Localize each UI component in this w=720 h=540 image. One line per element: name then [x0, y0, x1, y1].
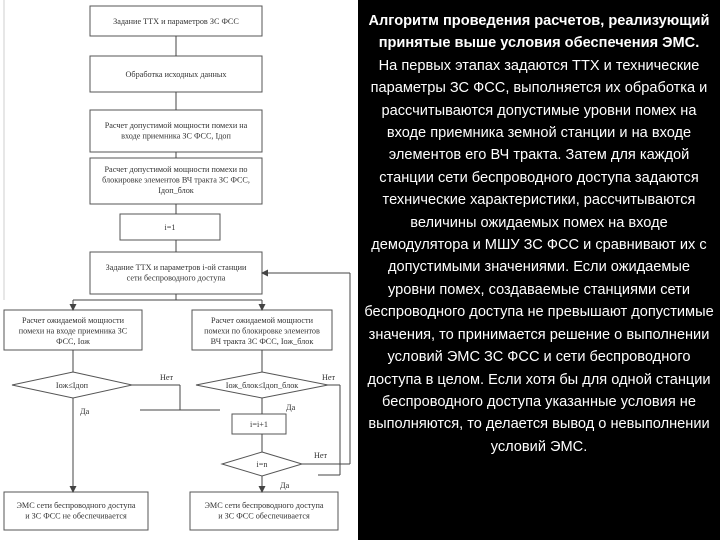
box-process-text [126, 70, 227, 79]
text-line: ЭМС сети беспроводного доступа [16, 501, 136, 510]
box-emc-ensured-text [205, 501, 324, 521]
label-no-last: Нет [314, 451, 328, 460]
text-line: Расчет допустимой мощности помехи на [104, 121, 248, 130]
box-i-equals-1-text [165, 223, 176, 232]
text-line: Расчет ожидаемой мощности [211, 316, 313, 325]
box-emc-not-ensured-text [17, 501, 136, 521]
text-line: сети беспроводного доступа [126, 273, 226, 283]
text-line: Iож_блок≤Iдоп_блок [225, 381, 299, 390]
text-line: и ЗС ФСС не обеспечивается [25, 511, 127, 521]
decision-last-text [257, 460, 268, 469]
text-line: помехи по блокировке элементов [204, 326, 320, 336]
box-increment-text [250, 420, 268, 429]
text-line: Задание ТТХ и параметров ЗС ФСС [113, 17, 239, 26]
panel-body: На первых этапах задаются ТТХ и технические параметры ЗС ФСС, выполняется их обработка и рассчитываются допустимые уровни помех на входе приемника земной станции и на входе элементов его ВЧ тракта. Затем для каждой станции сети беспроводного доступа задаются технические характеристики, рассчитываются величины ожидаемых помех на входе демодулятора и МШУ ЗС ФСС и сравнивают их с допустимыми значениями. Если ожидаемые уровни помех, создаваемые станциями сети беспроводного доступа не превышают допустимые значения, то принимается решение о выполнении условий ЭМС ЗС ФСС и сети беспроводного доступа в целом. Если хотя бы для одной станции беспроводного доступа указанные условия не выполняются, то делается вывод о невыполнении условий ЭМС. [364, 57, 714, 455]
decision-left-text [56, 381, 89, 390]
text-line: Расчет ожидаемой мощности [22, 316, 124, 325]
label-no-left: Нет [160, 373, 174, 382]
text-line: ВЧ тракта ЗС ФСС, Iож_блок [210, 337, 314, 346]
box-calc-expected-rf-text [204, 316, 320, 346]
text-line: Iдоп_блок [158, 186, 194, 195]
text-line: и ЗС ФСС обеспечивается [218, 511, 310, 521]
description-panel [358, 0, 720, 540]
box-calc-allowed-receiver-text [105, 121, 248, 141]
text-line: Расчет допустимой мощности помехи по [104, 165, 248, 174]
text-line: входе приемника ЗС ФСС, Iдоп [121, 131, 231, 141]
label-yes-last: Да [280, 481, 290, 490]
text-line: помехи на входе приемника ЗС [18, 326, 128, 336]
label-no-right: Нет [322, 373, 336, 382]
text-line: блокировке элементов ВЧ тракта ЗС ФСС, [102, 175, 250, 185]
text-line: i=1 [164, 223, 176, 232]
label-yes-left: Да [80, 407, 90, 416]
text-line: ЭМС сети беспроводного доступа [204, 501, 324, 510]
label-yes-right: Да [286, 403, 296, 412]
flowchart-diagram [0, 0, 358, 540]
panel-title: Алгоритм проведения расчетов, реализующий принятые выше условия обеспечения ЭМС. [368, 13, 710, 52]
text-line: ФСС, Iож [56, 337, 90, 346]
text-line: Задание ТТХ и параметров i-ой станции [105, 263, 247, 272]
text-line: i=n [256, 460, 268, 469]
decision-right-text [226, 381, 299, 390]
text-line: Iож≤Iдоп [55, 381, 89, 390]
text-line: Обработка исходных данных [125, 70, 227, 79]
box-input-ttx-text [113, 17, 239, 26]
text-line: i=i+1 [250, 420, 268, 429]
